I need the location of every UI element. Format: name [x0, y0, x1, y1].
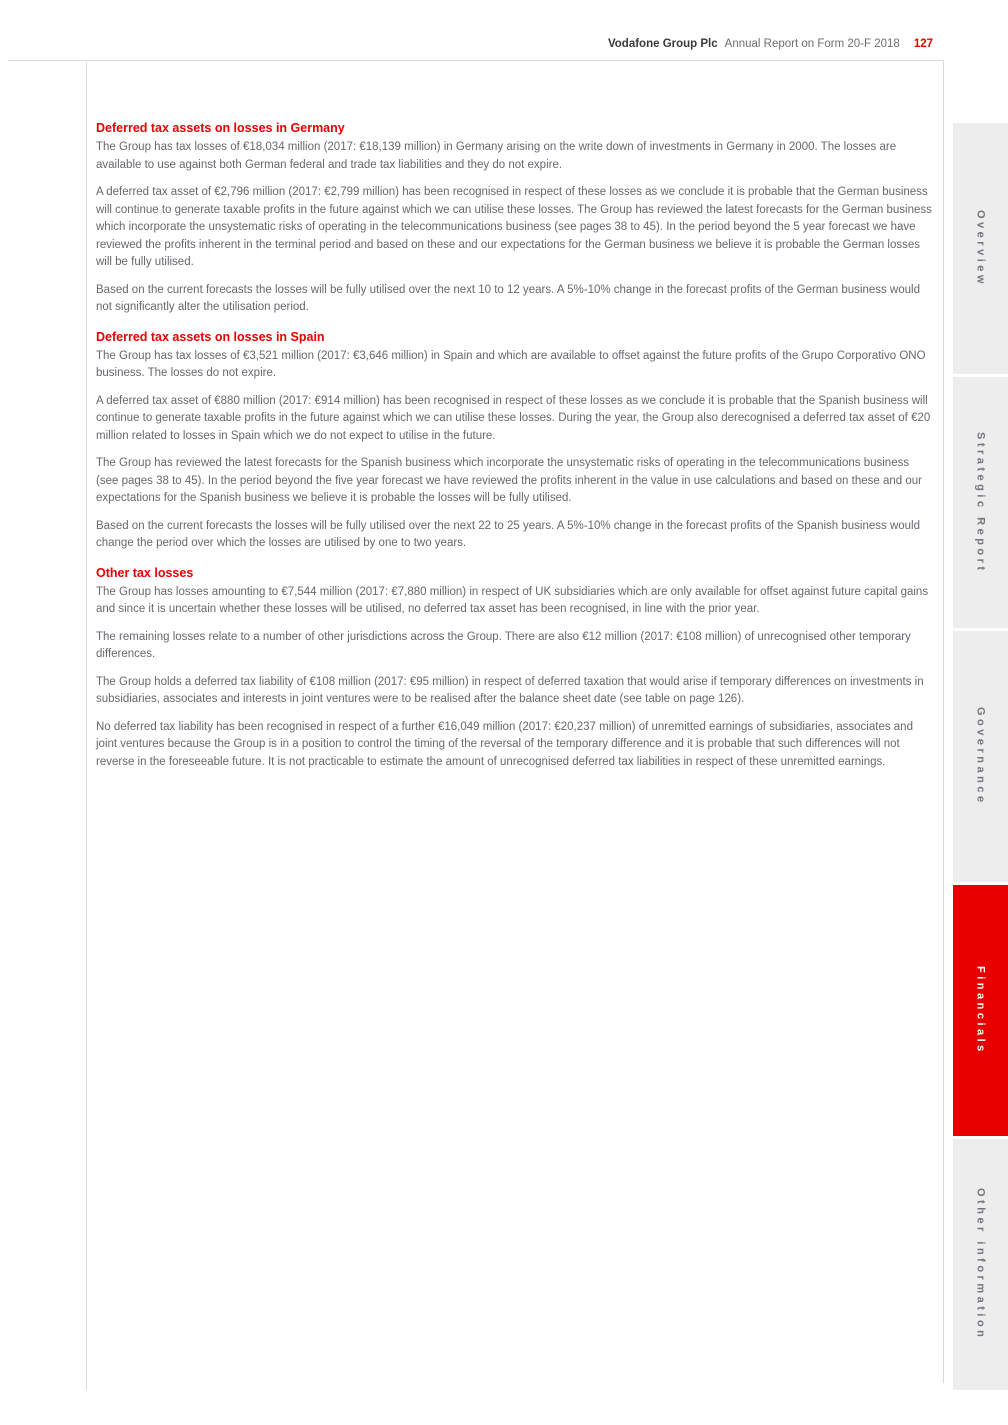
section-heading: Deferred tax assets on losses in Spain	[96, 329, 325, 344]
paragraph: The Group holds a deferred tax liability of €108 million (2017: €95 million) in respect of deferred taxation that would arise if temporary differences on investments in subsidiaries, associates and interests in joint ventures were to be realised after the balance sheet date (see table on page 126).	[96, 675, 924, 705]
section-heading: Deferred tax assets on losses in Germany	[96, 121, 345, 135]
tab-other-information[interactable]: Other information	[953, 1139, 1008, 1390]
paragraph: The Group has tax losses of €18,034 million (2017: €18,139 million) in Germany arising on the write down of investments in Germany in 2000. The losses are available to use against both German federal and trade tax liabilities and they do not expire.	[96, 141, 897, 171]
paragraph: A deferred tax asset of €880 million (2017: €914 million) has been recognised in respect of these losses as we conclude it is probable that the Spanish business will continue to generate taxable profits in the future against which we can utilise these losses. During the year, the Group also derecognised a deferred tax asset of €20 million related to losses in Spain which we do not expect to utilise in the future.	[96, 394, 931, 442]
page-number: 127	[913, 38, 933, 50]
paragraph: A deferred tax asset of €2,796 million (2017: €2,799 million) has been recognised in respect of these losses as we conclude it is probable that the German business will continue to generate taxable profits in the future against which we can utilise these losses. The Group has reviewed the latest forecasts for the German business which incorporate the unsystematic risks of operating in the telecommunications business (see pages 38 to 45). In the period beyond the 5 year forecast we have reviewed the profits inherent in the terminal period and based on these and our expectations for the German business we believe it is probable the German losses will be fully utilised.	[96, 186, 932, 268]
paragraph: No deferred tax liability has been recognised in respect of a further €16,049 million (2017: €20,237 million) of unremitted earnings of subsidiaries, associates and joint ventures because the Group is in a position to control the timing of the reversal of the temporary difference and it is probable that such differences will not reverse in the foreseeable future. It is not practicable to estimate the amount of unrecognised deferred tax liabilities in respect of these unremitted earnings.	[96, 720, 913, 768]
paragraph: The Group has reviewed the latest forecasts for the Spanish business which incorporate the unsystematic risks of operating in the telecommunications business (see pages 38 to 45). In the period beyond the five year forecast we have reviewed the profits inherent in the value in use calculations and based on these and our expectations for the Spanish business we believe it is probable the losses will be fully utilised.	[96, 457, 922, 504]
section-heading: Other tax losses	[96, 565, 194, 580]
paragraph: The remaining losses relate to a number of other jurisdictions across the Group. There are also €12 million (2017: €108 million) of unrecognised other temporary differences.	[96, 630, 911, 660]
paragraph: The Group has losses amounting to €7,544 million (2017: €7,880 million) in respect of UK subsidiaries which are only available for offset against future capital gains and since it is uncertain whether these losses will be utilised, no deferred tax asset has been recognised, in line with the prior year.	[96, 585, 929, 615]
paragraph: The Group has tax losses of €3,521 million (2017: €3,646 million) in Spain and which are available to offset against the future profits of the Grupo Corporativo ONO business. The losses do not expire.	[96, 349, 926, 379]
section-tab-bar	[953, 123, 1008, 1390]
paragraph: Based on the current forecasts the losses will be fully utilised over the next 22 to 25 years. A 5%-10% change in the forecast profits of the Spanish business would change the period over which the losses are utilised by one to two years.	[96, 519, 920, 549]
paragraph: Based on the current forecasts the losses will be fully utilised over the next 10 to 12 years. A 5%-10% change in the forecast profits of the German business would not significantly alter the utilisation period.	[96, 283, 920, 313]
tab-financials[interactable]: Financials	[953, 885, 1008, 1136]
right-divider	[943, 60, 944, 1383]
section-other-tax-losses	[96, 565, 934, 772]
main-content	[96, 120, 934, 771]
section-spain	[96, 329, 934, 553]
top-divider	[8, 60, 943, 61]
tab-governance[interactable]: Governance	[953, 631, 1008, 882]
report-title: Annual Report on Form 20-F 2018	[724, 38, 900, 50]
page-header	[608, 38, 933, 50]
tab-overview[interactable]: Overview	[953, 123, 1008, 374]
column-divider	[86, 62, 87, 1390]
section-germany	[96, 120, 934, 317]
brand-name: Vodafone Group Plc	[607, 38, 718, 50]
tab-strategic-report[interactable]: Strategic Report	[953, 377, 1008, 628]
